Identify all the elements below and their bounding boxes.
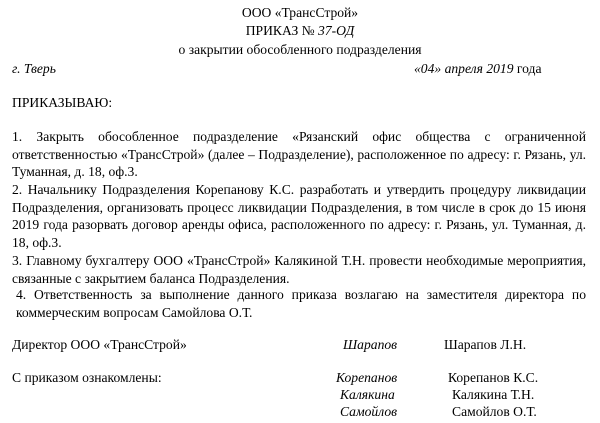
order-item-4: 4. Ответственность за выполнение данного приказа возлагаю на заместителя директора по коммерческим вопросам Самойлова О.Т. [16, 287, 586, 320]
director-name: Шарапов Л.Н. [444, 337, 527, 352]
acquainted-label: С приказом ознакомлены: [12, 370, 162, 385]
date-month-year: апреля 2019 [441, 61, 514, 76]
order-prefix: ПРИКАЗ № [245, 23, 319, 38]
signature-samoylov: Самойлов [340, 404, 398, 419]
name-samoylov: Самойлов О.Т. [452, 404, 537, 419]
order-title [0, 23, 600, 39]
order-date [414, 61, 542, 77]
order-word: ПРИКАЗЫВАЮ: [12, 95, 113, 110]
order-number: 37-ОД [318, 23, 355, 38]
place: г. Тверь [12, 61, 56, 76]
director-label: Директор ООО «ТрансСтрой» [12, 337, 187, 352]
order-item-3: 3. Главному бухгалтеру ООО «ТрансСтрой» Калякиной Т.Н. провести необходимые мероприятия, связанные с закрытием баланса Подразделения. [12, 253, 586, 286]
signature-kalyakina: Калякина [340, 387, 395, 402]
name-korepanov: Корепанов К.С. [448, 370, 539, 385]
order-item-1: 1. Закрыть обособленное подразделение «Рязанский офис общества с ограниченной ответственностью «ТрансСтрой» (далее – Подразделение), расположенное по адресу: г. Рязань, ул. Туманная, д. 18, оф.3. [12, 129, 586, 180]
date-day: «04» [414, 61, 442, 76]
org-name: ООО «ТрансСтрой» [241, 5, 359, 20]
order-item-2: 2. Начальнику Подразделения Корепанову К.С. разработать и утвердить процедуру ликвидации Подразделения, организовать процесс ликвидации Подразделения, в том числе в срок до 15 июня 2019 года разорвать договор аренды офиса, расположенного по адресу: г. Рязань, ул. Туманная, д. 18, оф.3. [12, 182, 586, 250]
name-kalyakina: Калякина Т.Н. [452, 387, 535, 402]
date-suffix: года [513, 61, 542, 76]
director-signature: Шарапов [343, 337, 398, 352]
order-subject: о закрытии обособленного подразделения [178, 42, 422, 57]
signature-korepanov: Корепанов [336, 370, 398, 385]
